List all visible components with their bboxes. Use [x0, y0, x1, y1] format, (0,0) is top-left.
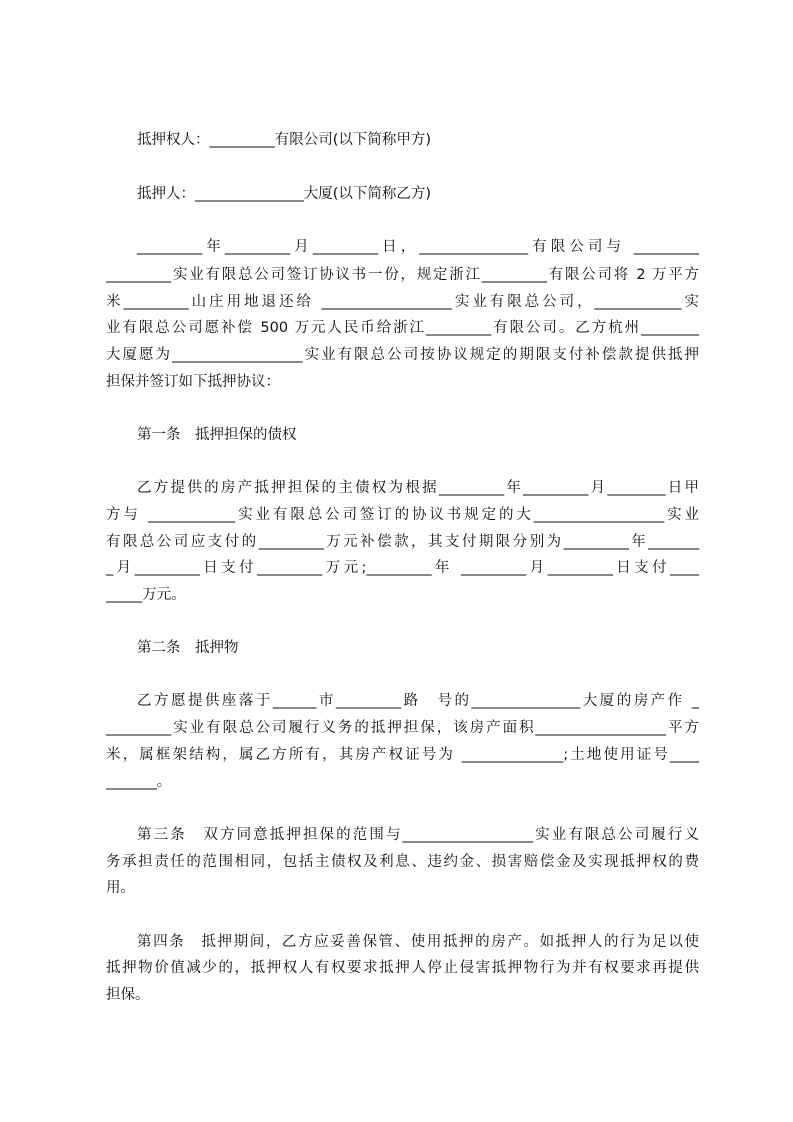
- paragraph-line: _________实业有限总公司签订协议书一份，规定浙江_________有限公司将 2 万平方: [106, 267, 699, 283]
- article-1-title: 第一条 抵押担保的债权: [137, 427, 297, 443]
- mortgagee-line: 抵押权人：_________有限公司(以下简称甲方): [137, 132, 432, 148]
- paragraph-line: _______。: [106, 774, 172, 790]
- paragraph-line: 有限总公司应支付的_________万元补偿款，其支付期限分别为_________年_______: [106, 534, 699, 550]
- paragraph-line: 抵押物价值减少的，抵押权人有权要求抵押人停止侵害抵押物行为并有权要求再提供: [106, 960, 699, 976]
- paragraph-line: _________年_________月_________日，_______________有限公司与 _________: [137, 239, 699, 255]
- article-2-title: 第二条 抵押物: [137, 640, 239, 656]
- paragraph-line: 米_________山庄用地退还给 __________________实业有限总公司，____________实: [106, 294, 699, 310]
- paragraph-line: _________实业有限总公司履行义务的抵押担保，该房产面积__________________平方: [106, 720, 699, 736]
- paragraph-line: 担保。: [106, 987, 150, 1003]
- paragraph-line: 第三条 双方同意抵押担保的范围与__________________实业有限总公司履行义: [137, 827, 699, 843]
- paragraph-line: 第四条 抵押期间，乙方应妥善保管、使用抵押的房产。如抵押人的行为足以使: [137, 934, 699, 950]
- paragraph-line: 大厦愿为__________________实业有限总公司按协议规定的期限支付补偿款提供抵押: [106, 347, 699, 363]
- paragraph-line: 米，属框架结构，属乙方所有，其房产权证号为 ______________;土地使用证号____: [106, 747, 699, 763]
- paragraph-line: 乙方愿提供座落于______市_________路 号的_______________大厦的房产作 _: [137, 693, 699, 709]
- paragraph-line: 担保并签订如下抵押协议：: [106, 374, 280, 390]
- paragraph-line: 业有限总公司愿补偿 500 万元人民币给浙江_________有限公司。乙方杭州________: [106, 320, 699, 336]
- paragraph-line: 乙方提供的房产抵押担保的主债权为根据_________年_________月________日甲: [137, 480, 699, 496]
- paragraph-line: _____万元。: [106, 587, 186, 603]
- paragraph-line: 用。: [106, 880, 135, 896]
- paragraph-line: 务承担责任的范围相同，包括主债权及利息、违约金、损害赔偿金及实现抵押权的费: [106, 854, 699, 870]
- paragraph-line: _月_________日支付_________万元;_________年 _________月_________日支付____: [106, 560, 699, 576]
- paragraph-line: 方与 ____________实业有限总公司签订的协议书规定的大__________________实业: [106, 507, 699, 523]
- mortgagor-line: 抵押人：_______________大厦(以下简称乙方): [137, 186, 432, 202]
